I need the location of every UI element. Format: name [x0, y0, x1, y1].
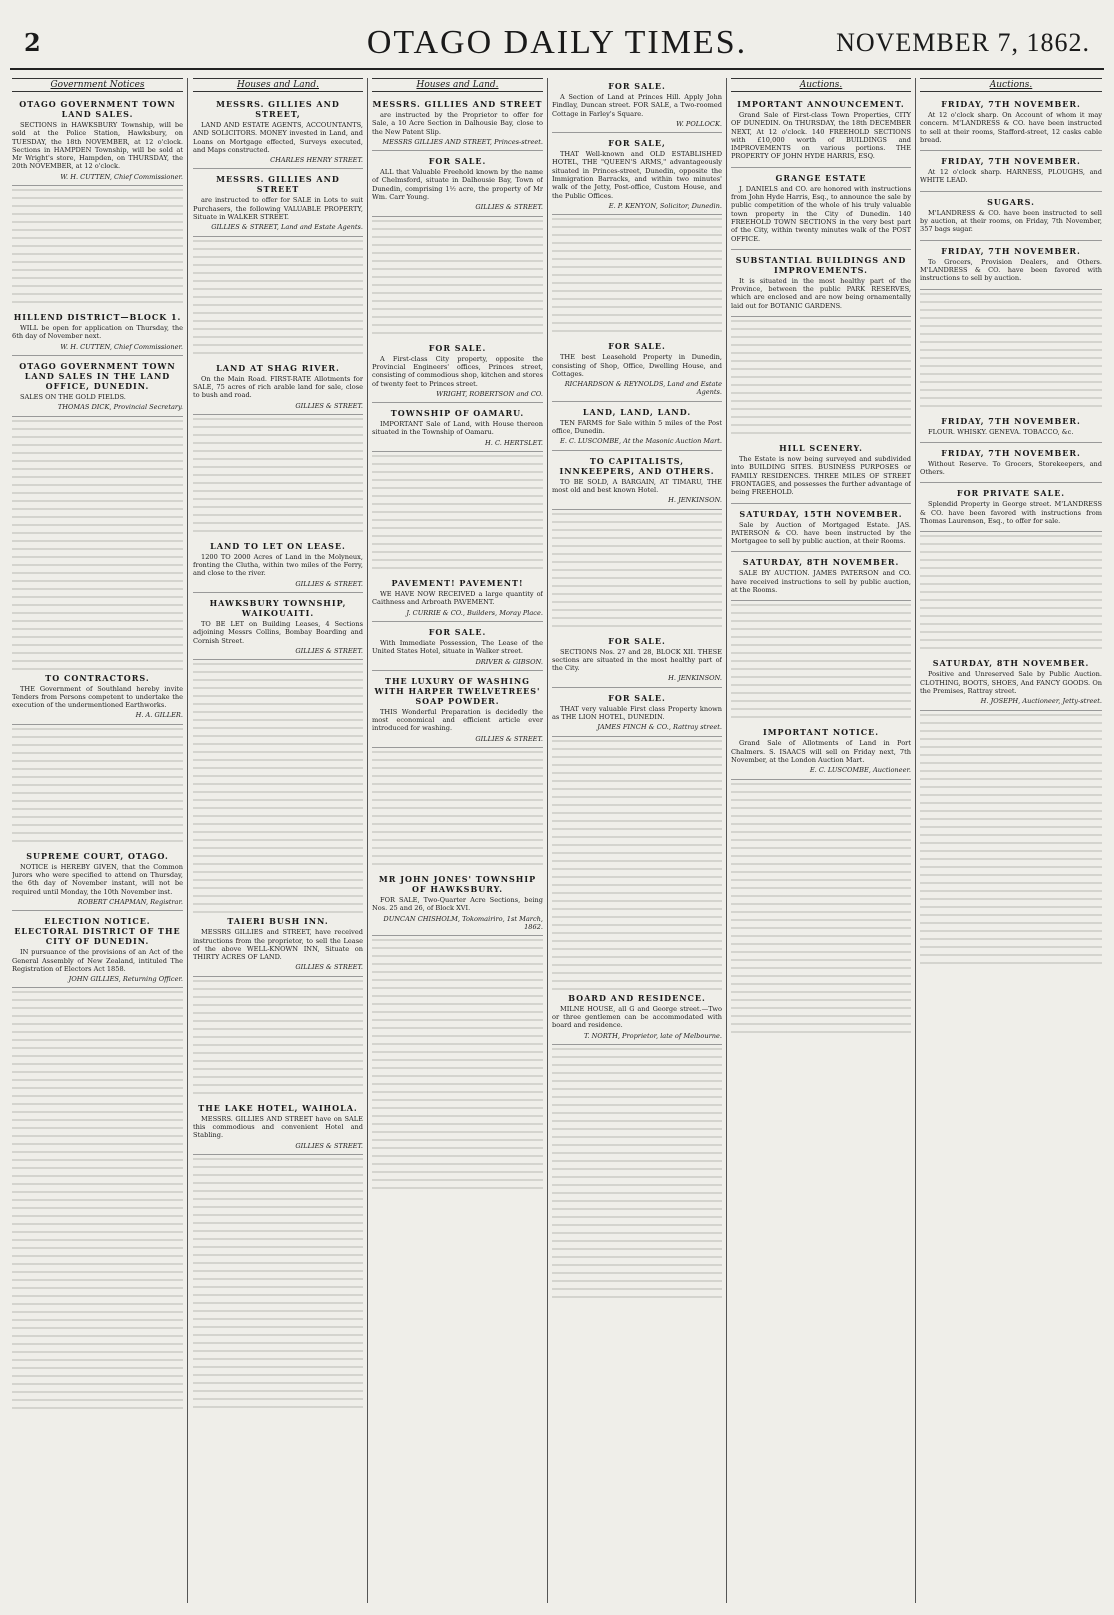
advertisement — [193, 1100, 363, 1155]
ad-title: FOR PRIVATE SALE. — [956, 488, 1066, 499]
ad-title: FRIDAY, 7TH NOVEMBER. — [941, 99, 1081, 109]
column-rule — [547, 78, 548, 1603]
text-block — [372, 220, 543, 340]
advertisement — [552, 404, 722, 451]
ad-body: Grand Sale of First-class Town Properties, CITY OF DUNEDIN. On THURSDAY, the 18th DECEMBER NEXT, At 12 o'clock. 140 FREEHOLD SECTIONS with £10,000 worth of BUILDINGS and IMPROVEMENTS on various portions. THE PROPERTY OF JOHN HYDE HARRIS, ESQ. — [731, 111, 911, 161]
ad-body: NOTICE is HEREBY GIVEN, that the Common Jurors who were specified to attend on Thursday, the 6th day of November instant, will not be required until Monday, the 10th November inst. — [12, 862, 183, 896]
advertisement — [372, 575, 543, 622]
advertisement — [552, 633, 722, 688]
ad-signature: DRIVER & GIBSON. — [475, 657, 543, 666]
ad-title: HILL SCENERY. — [779, 443, 863, 454]
ad-title: FOR SALE. — [608, 635, 666, 646]
newspaper-title: OTAGO DAILY TIMES. — [366, 24, 748, 61]
ad-title: HILLEND DISTRICT—BLOCK 1. — [13, 312, 182, 323]
text-block — [193, 663, 363, 913]
ad-body: SALE BY AUCTION. JAMES PATERSON and CO. have received instructions to sell by public auction, at the Rooms. — [731, 569, 911, 595]
text-block — [12, 991, 183, 1411]
column-rule — [187, 78, 188, 1603]
column-auctions — [731, 78, 911, 1603]
ad-body: 1200 TO 2000 Acres of Land in the Molyneux, fronting the Clutha, within two miles of the Ferry, and close to the river. — [193, 552, 363, 578]
advertisement — [372, 871, 543, 936]
ad-title: MESSRS. GILLIES AND STREET — [216, 174, 340, 195]
ad-title: THE LUXURY OF WASHING WITH HARPER TWELVETREES' SOAP POWDER. — [374, 675, 541, 706]
ad-body: FLOUR. WHISKY. GENEVA. TOBACCO, &c. — [928, 427, 1074, 436]
ad-signature: J. CURRIE & CO., Builders, Moray Place. — [406, 608, 543, 617]
ad-body: On the Main Road. FIRST-RATE Allotments for SALE, 75 acres of rich arable land for sale, close to bush and road. — [193, 374, 363, 400]
column-rule — [726, 78, 727, 1603]
column-heading: Houses and Land. — [193, 78, 363, 92]
advertisement — [920, 194, 1102, 241]
ad-body: With Immediate Possession, The Lease of the United States Hotel, situate in Walker street. — [372, 638, 543, 656]
ad-title: SUBSTANTIAL BUILDINGS AND IMPROVEMENTS. — [735, 254, 907, 275]
advertisement — [920, 243, 1102, 290]
ad-body: TO BE LET on Building Leases, 4 Sections adjoining Messrs Collins, Bombay Boarding and Cornish Street. — [193, 620, 363, 645]
advertisement — [12, 848, 183, 911]
ad-signature: WRIGHT, ROBERTSON and CO. — [436, 389, 543, 398]
text-block — [372, 939, 543, 1189]
advertisement — [193, 538, 363, 593]
text-block — [552, 740, 722, 990]
ad-body: Splendid Property in George street. M'LANDRESS & CO. have been favored with instructions from Thomas Laurenson, Esq., to offer for sale. — [920, 500, 1102, 526]
column-heading: Auctions. — [731, 78, 911, 92]
advertisement — [552, 690, 722, 737]
ad-title: FOR SALE. — [428, 342, 487, 353]
column-heading: Houses and Land. — [372, 78, 543, 92]
text-block — [372, 751, 543, 871]
text-block — [193, 980, 363, 1100]
ad-signature: H. JENKINSON. — [668, 674, 722, 683]
ad-signature: GILLIES & STREET, Land and Estate Agents. — [211, 223, 363, 232]
ad-body: THE Government of Southland hereby invite Tenders from Persons competent to undertake the execution of the undermentioned Earthworks. — [12, 684, 183, 710]
advertisement — [731, 170, 911, 250]
advertisement — [920, 96, 1102, 151]
advertisement — [193, 171, 363, 236]
ad-body: At 12 o'clock sharp. HARNESS, PLOUGHS, and WHITE LEAD. — [920, 168, 1102, 185]
ad-body: It is situated in the most healthy part of the Province, between the public PARK RESERVES, which are enclosed and are now being ornamentally laid out for BOTANIC GARDENS. — [731, 276, 911, 310]
ad-title: FOR SALE. — [608, 341, 666, 352]
ad-body: THE best Leasehold Property in Dunedin, consisting of Shop, Office, Dwelling House, and Cottages. — [552, 353, 722, 378]
ad-body: WE HAVE NOW RECEIVED a large quantity of Caithness and Arbroath PAVEMENT. — [372, 590, 543, 607]
advertisement — [372, 405, 543, 452]
text-block — [193, 240, 363, 360]
ad-title: TO CONTRACTORS. — [45, 672, 150, 683]
text-block — [920, 714, 1102, 964]
ad-body: J. DANIELS and CO. are honored with instructions from John Hyde Harris, Esq., to announce the sale by public competition of the whole of his truly valuable town property in the City of Dunedin. 140 FREEHOLD TOWN SECTIONS in the very best part of the City, within twenty minutes walk of the POST OFFICE. — [731, 184, 911, 243]
ad-body: MESSRS GILLIES and STREET, have received instructions from the proprietor, to sell the Lease of the above WELL-KNOWN INN, Situate on THIRTY ACRES OF LAND. — [193, 928, 363, 962]
advertisement — [731, 96, 911, 168]
ad-body: ALL that Valuable Freehold known by the name of Chelmsford, situate in Dalhousie Bay, Town of Dunedin, comprising 1½ acre, the property of Mr Wm. Carr Young. — [372, 168, 543, 202]
advertisement — [731, 252, 911, 317]
ad-body: IMPORTANT Sale of Land, with House thereon situated in the Township of Oamaru. — [372, 420, 543, 437]
ad-signature: JAMES FINCH & CO., Rattray street. — [597, 723, 722, 732]
column-houses-and-land-2 — [372, 78, 543, 1603]
ad-body: TEN FARMS for Sale within 5 miles of the Post office, Dunedin. — [552, 418, 722, 436]
text-block — [193, 1158, 363, 1408]
ad-signature: H. JENKINSON. — [668, 496, 722, 505]
ad-body: M'LANDRESS & CO. have been instructed to sell by auction, at their rooms, on Friday, 7th November, 357 bags sugar. — [920, 208, 1102, 234]
ad-title: SUGARS. — [987, 196, 1035, 207]
ad-title: SUPREME COURT, OTAGO. — [26, 850, 169, 861]
ad-body: are instructed to offer for SALE in Lots to suit Purchasers, the following VALUABLE PROPERTY, Situate in WALKER STREET. — [193, 196, 363, 222]
advertisement — [372, 96, 543, 151]
column-government-notices — [12, 78, 183, 1603]
ad-signature: W. POLLOCK. — [676, 119, 722, 128]
advertisement — [552, 990, 722, 1045]
ad-title: FOR SALE. — [608, 692, 666, 703]
ad-body: Without Reserve. To Grocers, Storekeepers, and Others. — [920, 459, 1102, 477]
advertisement — [372, 340, 543, 403]
text-block — [552, 218, 722, 338]
ad-signature: ROBERT CHAPMAN, Registrar. — [77, 897, 183, 906]
ad-body: WILL be open for application on Thursday, the 6th day of November next. — [12, 324, 183, 341]
text-block — [193, 418, 363, 538]
ad-title: THE LAKE HOTEL, WAIHOLA. — [198, 1102, 358, 1113]
ad-body: The Estate is now being surveyed and subdivided into BUILDING SITES. BUSINESS PURPOSES or FAMILY RESIDENCES. THREE MILES OF STREET FRONTAGES, and possesses the further advantage of being FREEHOLD. — [731, 455, 911, 497]
masthead — [10, 6, 1104, 70]
ad-body: SECTIONS Nos. 27 and 28, BLOCK XII. THESE sections are situated in the most healthy part of the City. — [552, 647, 722, 673]
ad-title: SATURDAY, 8TH NOVEMBER. — [742, 557, 900, 568]
advertisement — [372, 153, 543, 216]
advertisement — [731, 506, 911, 553]
column-heading: Government Notices — [12, 78, 183, 92]
ad-body: Grand Sale of Allotments of Land in Port Chalmers. S. ISAACS will sell on Friday next, 7th November, at the London Auction Mart. — [731, 739, 911, 764]
ad-body: Sale by Auction of Mortgaged Estate. JAS. PATERSON & CO. have been instructed by the Mortgagee to sell by public auction, at their Rooms. — [731, 520, 911, 546]
text-block — [12, 420, 183, 670]
ad-signature: GILLIES & STREET. — [475, 734, 543, 743]
ad-signature: GILLIES & STREET. — [295, 646, 363, 655]
ad-title: GRANGE ESTATE — [775, 172, 867, 183]
ad-body: IN pursuance of the provisions of an Act of the General Assembly of New Zealand, intituled The Registration of Electors Act 1858. — [12, 948, 183, 973]
ad-title: TO CAPITALISTS, INNKEEPERS, AND OTHERS. — [559, 455, 715, 476]
column-heading: Auctions. — [920, 78, 1102, 92]
ad-title: OTAGO GOVERNMENT TOWN LAND SALES IN THE LAND OFFICE, DUNEDIN. — [19, 360, 176, 391]
ad-title: MESSRS. GILLIES AND STREET — [372, 99, 543, 109]
advertisement — [372, 673, 543, 748]
ad-body: A First-class City property, opposite the Provincial Engineers' offices, Princes street, consisting of commodious shop, kitchen and stores of twenty feet to Princes street. — [372, 354, 543, 388]
ad-title: TAIERI BUSH INN. — [227, 916, 329, 927]
ad-body: FOR SALE, Two-Quarter Acre Sections, being Nos. 25 and 26, of Block XVI. — [372, 896, 543, 913]
ad-body: Positive and Unreserved Sale by Public Auction. CLOTHING, BOOTS, SHOES, And FANCY GOODS. On the Premises, Rattray street. — [920, 670, 1102, 695]
advertisement — [920, 655, 1102, 710]
ad-title: OTAGO GOVERNMENT TOWN LAND SALES. — [19, 99, 176, 119]
ad-title: TOWNSHIP OF OAMARU. — [390, 408, 525, 419]
text-block — [552, 1048, 722, 1298]
column-houses-and-land — [193, 78, 363, 1603]
text-block — [920, 293, 1102, 413]
ad-signature: E. C. LUSCOMBE, At the Masonic Auction Mart. — [560, 437, 722, 446]
advertisement — [193, 96, 363, 169]
ad-signature: CHARLES HENRY STREET. — [270, 156, 363, 165]
advertisement — [193, 595, 363, 660]
ad-body: At 12 o'clock sharp. On Account of whom it may concern. M'LANDRESS & CO. have been instructed to sell at their rooms, Stafford-street, 12 casks cable bread. — [920, 111, 1102, 144]
advertisement — [12, 96, 183, 186]
text-block — [12, 728, 183, 848]
ad-body: SECTIONS in HAWKSBURY Township, will be sold at the Police Station, Hawksbury, on TUESDAY, the 18th NOVEMBER, at 12 o'clock. Sections in HAMPDEN Township, will be sold at Mr Wright's store, Hampden, on THURSDAY, the 20th NOVEMBER, at 12 o'clock. — [12, 121, 183, 171]
ad-signature: MESSRS GILLIES AND STREET, Princes-street. — [382, 137, 543, 146]
ad-signature: DUNCAN CHISHOLM, Tokomairiro, 1st March, 1862. — [383, 914, 543, 931]
advertisement — [193, 360, 363, 415]
advertisement — [12, 309, 183, 356]
ad-title: BOARD AND RESIDENCE. — [568, 992, 706, 1003]
column-auctions-2 — [920, 78, 1102, 1603]
advertisement — [920, 485, 1102, 532]
advertisement — [731, 554, 911, 601]
ad-title: LAND AT SHAG RIVER. — [216, 362, 340, 373]
ad-signature: W. H. CUTTEN, Chief Commissioner. — [60, 342, 183, 351]
ad-signature: GILLIES & STREET. — [295, 579, 363, 588]
ad-title: HAWKSBURY TOWNSHIP, WAIKOUAITI. — [209, 598, 347, 619]
ad-signature: T. NORTH, Proprietor, late of Melbourne. — [584, 1031, 722, 1040]
ad-title: FOR SALE, — [608, 138, 666, 149]
ad-title: FRIDAY, 7TH NOVEMBER. — [941, 156, 1081, 167]
ad-signature: JOHN GILLIES, Returning Officer. — [68, 975, 183, 984]
ad-signature: GILLIES & STREET. — [295, 1141, 363, 1150]
ad-body: TO BE SOLD, A BARGAIN, AT TIMARU, THE most old and best known Hotel. — [552, 477, 722, 494]
advertisement — [372, 624, 543, 671]
column-rule — [367, 78, 368, 1603]
ad-title: MESSRS. GILLIES AND STREET, — [216, 99, 340, 119]
text-block — [731, 783, 911, 1033]
ad-signature: H. C. HERTSLET. — [485, 438, 543, 447]
ad-body: THAT Well-known and OLD ESTABLISHED HOTEL, THE "QUEEN'S ARMS," advantageously situated in Princes-street, Dunedin, opposite the Immigration Barracks, and within two minutes' walk of the Jetty, Post-office, Custom House, and the Public Offices. — [552, 150, 722, 200]
ad-body: LAND AND ESTATE AGENTS, ACCOUNTANTS, AND SOLICITORS. MONEY invested in Land, and Loans on Mortgage effected, Surveys executed, and Maps constructed. — [193, 121, 363, 154]
ad-signature: W. H. CUTTEN, Chief Commissioner. — [60, 172, 183, 181]
ad-title: MR JOHN JONES' TOWNSHIP OF HAWKSBURY. — [378, 874, 537, 895]
text-block — [552, 513, 722, 633]
ad-title: PAVEMENT! PAVEMENT! — [391, 578, 524, 589]
ad-signature: THOMAS DICK, Provincial Secretary. — [57, 403, 183, 412]
advertisement — [552, 338, 722, 401]
advertisement — [552, 453, 722, 510]
ad-signature: GILLIES & STREET. — [295, 963, 363, 972]
ad-signature: GILLIES & STREET. — [295, 401, 363, 410]
ad-signature: GILLIES & STREET. — [475, 203, 543, 212]
ad-signature: E. C. LUSCOMBE, Auctioneer. — [809, 766, 911, 775]
ad-signature: RICHARDSON & REYNOLDS, Land and Estate Agents. — [564, 380, 722, 397]
advertisement — [12, 913, 183, 988]
ad-signature: H. A. GILLER. — [135, 711, 183, 720]
advertisement — [12, 358, 183, 417]
text-block — [12, 189, 183, 309]
ad-signature: E. P. KENYON, Solicitor, Dunedin. — [608, 201, 722, 210]
ad-body: are instructed by the Proprietor to offer for Sale, a 10 Acre Section in Dalhousie Bay, close to the New Patent Slip. — [372, 111, 543, 136]
ad-body: THAT very valuable First class Property known as THE LION HOTEL, DUNEDIN. — [552, 704, 722, 722]
ad-title: IMPORTANT ANNOUNCEMENT. — [737, 99, 905, 109]
advertisement — [731, 724, 911, 779]
ad-title: SATURDAY, 8TH NOVEMBER. — [932, 658, 1090, 669]
ad-title: ELECTION NOTICE. ELECTORAL DISTRICT OF THE CITY OF DUNEDIN. — [14, 916, 181, 947]
ad-body: SALES ON THE GOLD FIELDS. — [20, 392, 126, 401]
ad-title: FOR SALE. — [428, 156, 487, 167]
advertisement — [552, 78, 722, 133]
advertisement — [731, 440, 911, 503]
advertisement — [920, 413, 1102, 443]
advertisement — [193, 913, 363, 976]
text-block — [731, 320, 911, 440]
ad-body: MESSRS. GILLIES AND STREET have on SALE this commodious and convenient Hotel and Stabling. — [193, 1114, 363, 1140]
issue-date: NOVEMBER 7, 1862. — [836, 28, 1090, 57]
advertisement — [920, 153, 1102, 192]
ad-title: LAND, LAND, LAND. — [582, 406, 692, 417]
advertisement — [920, 445, 1102, 484]
ad-title: SATURDAY, 15TH NOVEMBER. — [739, 508, 903, 519]
ad-body: A Section of Land at Princes Hill. Apply John Findlay, Duncan street. FOR SALE, a Two-roomed Cottage in Farley's Square. — [552, 93, 722, 118]
ad-body: MILNE HOUSE, all G and George street.—Two or three gentlemen can be accommodated with board and residence. — [552, 1004, 722, 1030]
ad-title: FRIDAY, 7TH NOVEMBER. — [941, 245, 1081, 256]
text-block — [372, 455, 543, 575]
column-property-sales — [552, 78, 722, 1603]
advertisement — [12, 670, 183, 725]
text-block — [920, 535, 1102, 655]
ad-title: FRIDAY, 7TH NOVEMBER. — [941, 415, 1081, 426]
ad-title: IMPORTANT NOTICE. — [762, 727, 880, 738]
ad-signature: H. JOSEPH, Auctioneer, Jetty-street. — [980, 697, 1102, 706]
page-number: 2 — [24, 28, 41, 57]
text-block — [731, 604, 911, 724]
ad-title: FOR SALE. — [428, 626, 487, 637]
ad-title: FOR SALE. — [608, 81, 666, 91]
ad-body: THIS Wonderful Preparation is decidedly the most economical and efficient article ever introduced for washing. — [372, 707, 543, 733]
ad-body: To Grocers, Provision Dealers, and Others. M'LANDRESS & CO. have been favored with instructions to sell by auction. — [920, 257, 1102, 283]
column-rule — [915, 78, 916, 1603]
ad-title: LAND TO LET ON LEASE. — [210, 540, 346, 551]
ad-title: FRIDAY, 7TH NOVEMBER. — [941, 447, 1081, 458]
advertisement — [552, 135, 722, 215]
